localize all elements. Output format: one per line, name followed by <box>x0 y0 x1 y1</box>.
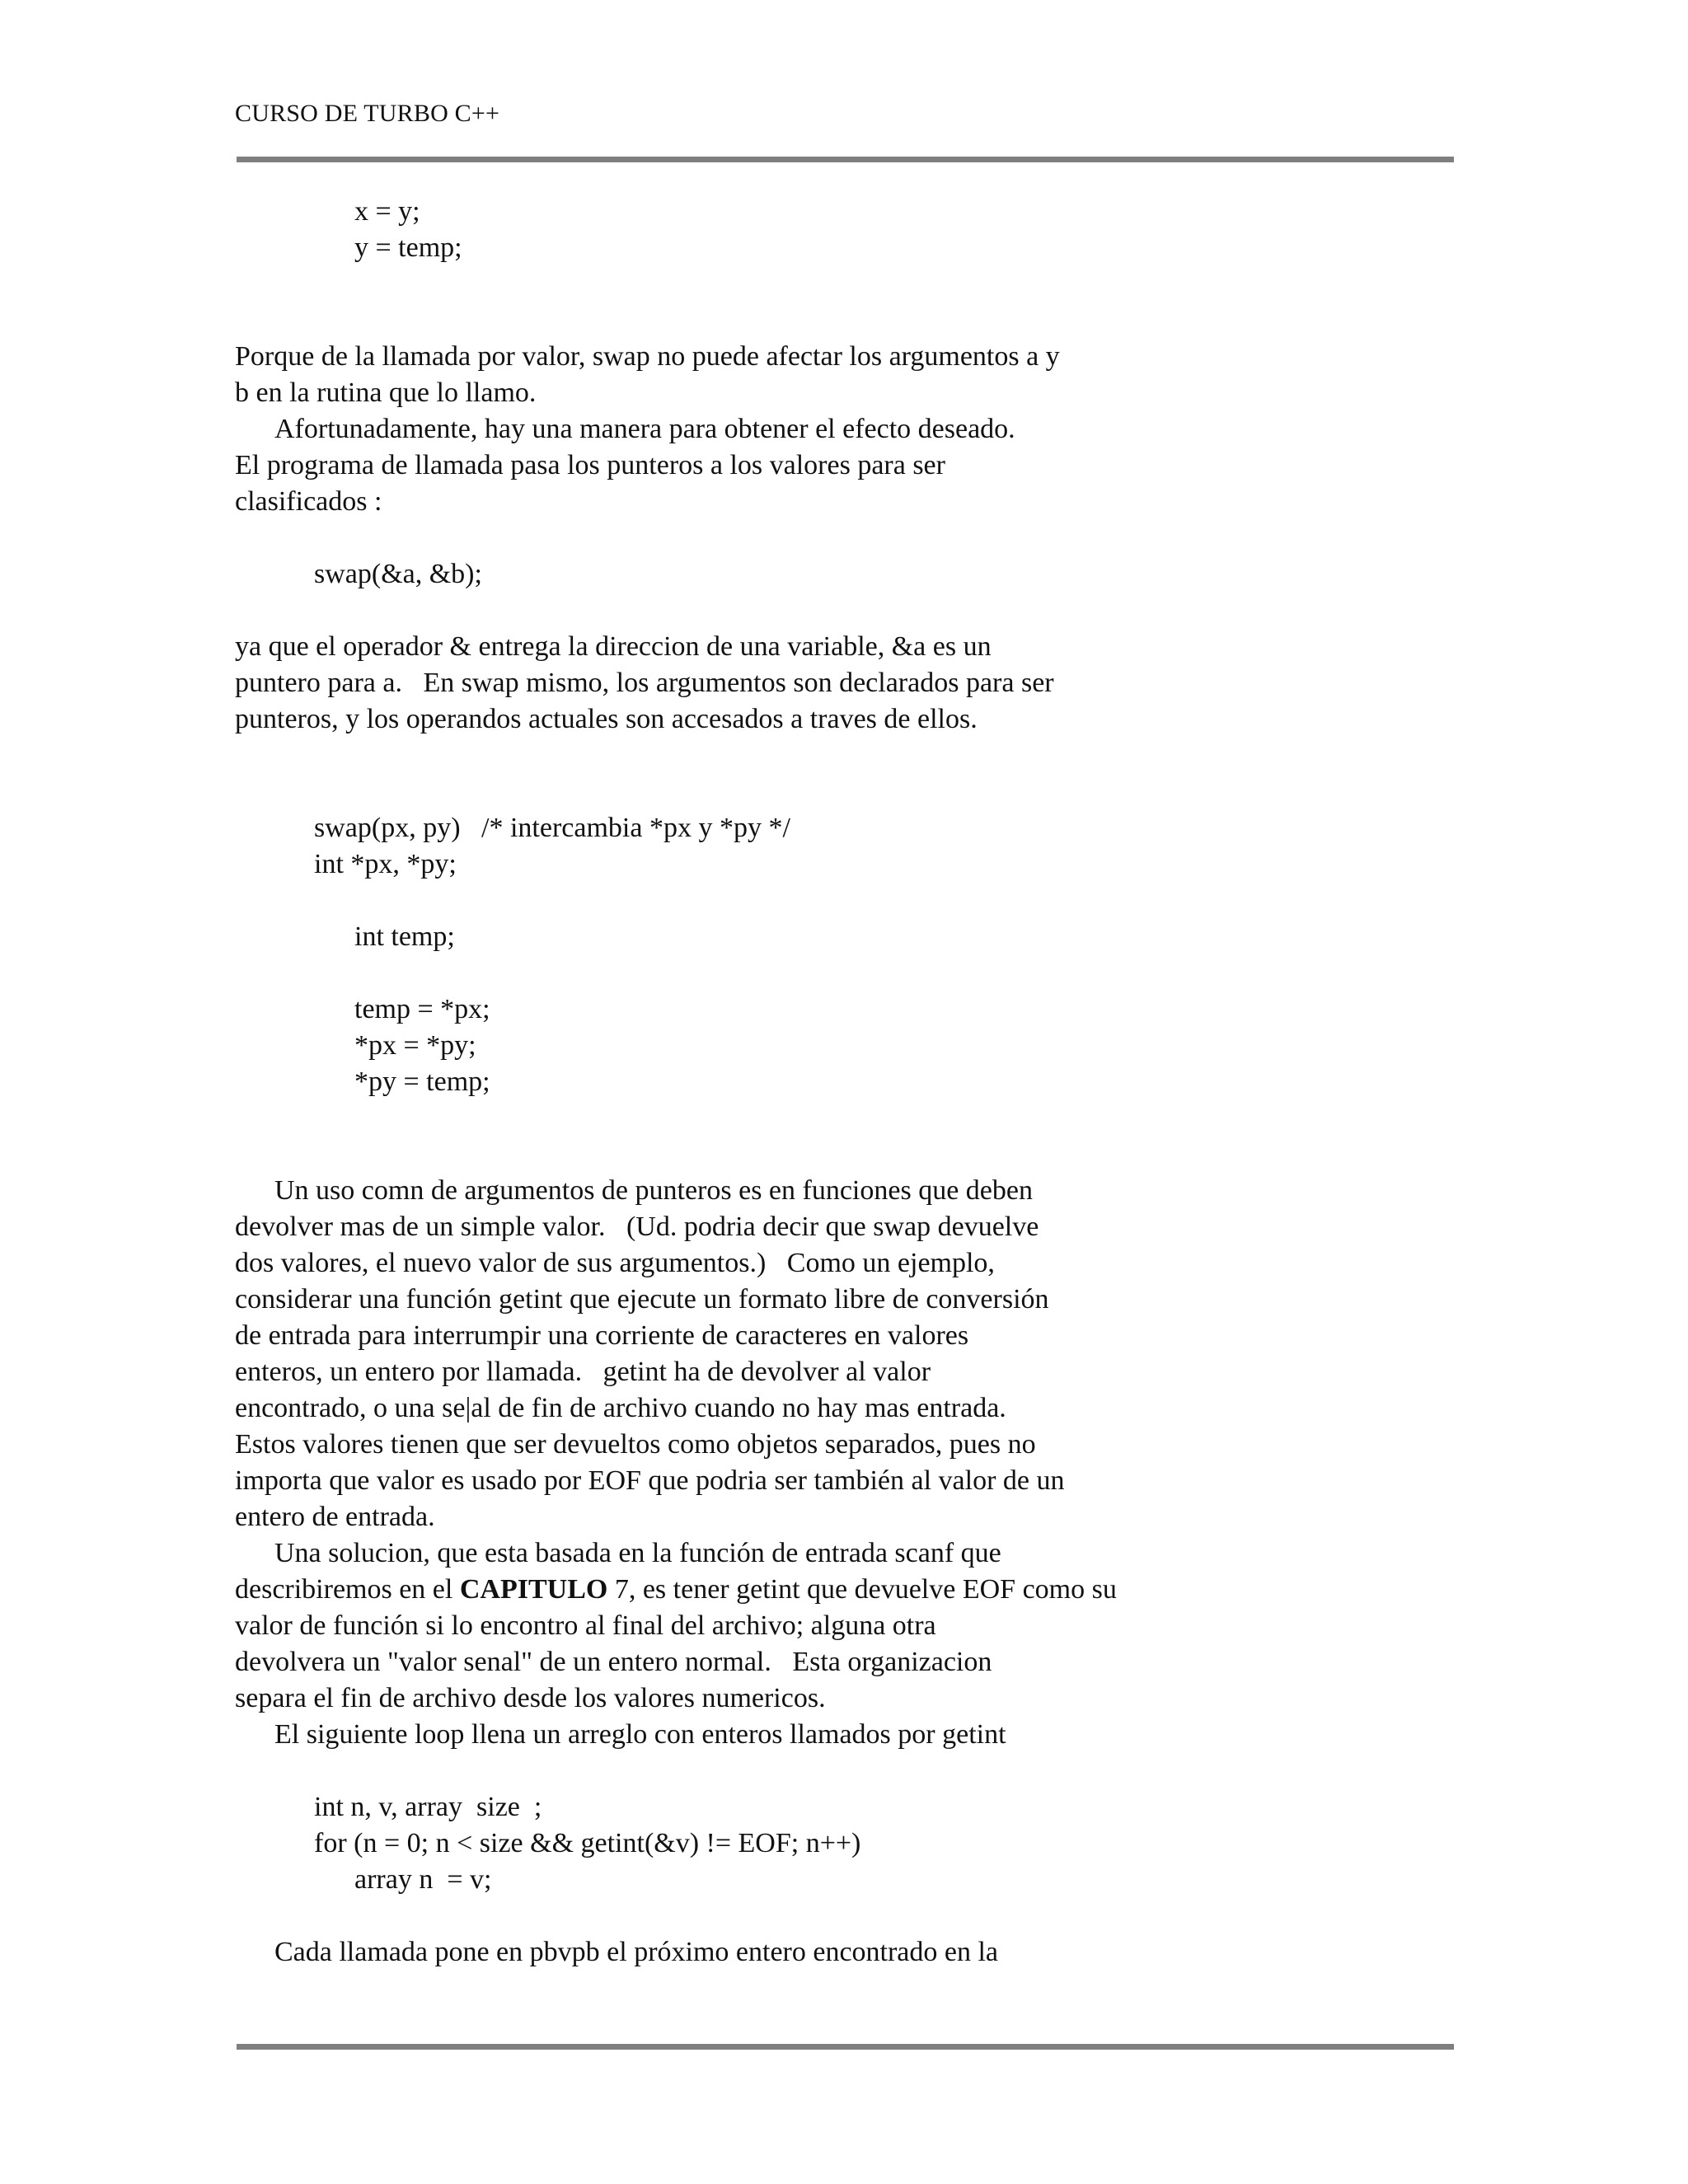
code-line: int temp; <box>354 921 455 952</box>
blank-line <box>235 302 1455 339</box>
text-line: Un uso comn de argumentos de punteros es en funciones que deben <box>274 1175 1033 1206</box>
text-fragment: 7, es tener getint que devuelve EOF como su <box>607 1574 1117 1605</box>
blank-line <box>235 266 1455 302</box>
text-line: b en la rutina que lo llamo. <box>235 377 537 408</box>
text-line: devolvera un "valor senal" de un entero normal. Esta organizacion <box>235 1647 992 1677</box>
blank-line <box>235 593 1455 629</box>
chapter-reference: CAPITULO <box>459 1574 608 1605</box>
text-line: dos valores, el nuevo valor de sus argumentos.) Como un ejemplo, <box>235 1248 995 1278</box>
text-line <box>235 1572 1455 1608</box>
code-line: array n = v; <box>354 1864 492 1895</box>
text-line: Cada llamada pone en pbvpb el próximo entero encontrado en la <box>274 1937 999 1967</box>
code-line: int n, v, array size ; <box>314 1792 542 1822</box>
code-line: temp = *px; <box>354 994 490 1024</box>
text-fragment: describiremos en el <box>235 1574 460 1605</box>
text-line: encontrado, o una se|al de fin de archivo cuando no hay mas entrada. <box>235 1393 1006 1423</box>
text-line: El siguiente loop llena un arreglo con enteros llamados por getint <box>274 1719 1006 1750</box>
blank-line <box>235 774 1455 810</box>
text-line: enteros, un entero por llamada. getint ha de devolver al valor <box>235 1357 931 1387</box>
blank-line <box>235 1100 1455 1137</box>
text-line: valor de función si lo encontro al final del archivo; alguna otra <box>235 1610 936 1641</box>
blank-line <box>235 883 1455 919</box>
blank-line <box>235 1753 1455 1789</box>
text-line: puntero para a. En swap mismo, los argumentos son declarados para ser <box>235 668 1054 698</box>
text-line: Una solucion, que esta basada en la función de entrada scanf que <box>274 1538 1001 1568</box>
text-line: importa que valor es usado por EOF que podria ser también al valor de un <box>235 1465 1065 1496</box>
code-line: swap(px, py) /* intercambia *px y *py */ <box>314 813 790 843</box>
text-line: El programa de llamada pasa los punteros a los valores para ser <box>235 450 945 480</box>
blank-line <box>235 1898 1455 1934</box>
text-line: Estos valores tienen que ser devueltos como objetos separados, pues no <box>235 1429 1036 1460</box>
text-line: entero de entrada. <box>235 1502 435 1532</box>
header-rule <box>237 157 1454 162</box>
text-line: clasificados : <box>235 486 382 517</box>
code-line: for (n = 0; n < size && getint(&v) != EOF; n++) <box>314 1828 861 1858</box>
blank-line <box>235 1137 1455 1173</box>
blank-line <box>235 520 1455 556</box>
code-line: *py = temp; <box>354 1066 490 1097</box>
text-line: Porque de la llamada por valor, swap no puede afectar los argumentos a y <box>235 341 1060 372</box>
text-line: de entrada para interrumpir una corriente de caracteres en valores <box>235 1320 969 1351</box>
code-line: swap(&a, &b); <box>314 559 482 589</box>
text-line: punteros, y los operandos actuales son accesados a traves de ellos. <box>235 704 978 734</box>
footer-rule <box>237 2044 1454 2050</box>
page-body <box>235 194 1455 1971</box>
text-line: ya que el operador & entrega la direccion de una variable, &a es un <box>235 631 992 662</box>
code-line: *px = *py; <box>354 1030 476 1061</box>
blank-line <box>235 738 1455 774</box>
text-line: devolver mas de un simple valor. (Ud. podria decir que swap devuelve <box>235 1212 1039 1242</box>
text-line: separa el fin de archivo desde los valores numericos. <box>235 1683 826 1713</box>
text-line: Afortunadamente, hay una manera para obtener el efecto deseado. <box>274 414 1015 444</box>
code-line: x = y; <box>354 196 420 227</box>
code-line: y = temp; <box>354 232 462 263</box>
code-line: int *px, *py; <box>314 849 457 879</box>
text-line: considerar una función getint que ejecute un formato libre de conversión <box>235 1284 1049 1315</box>
running-header: CURSO DE TURBO C++ <box>235 100 500 127</box>
blank-line <box>235 955 1455 991</box>
